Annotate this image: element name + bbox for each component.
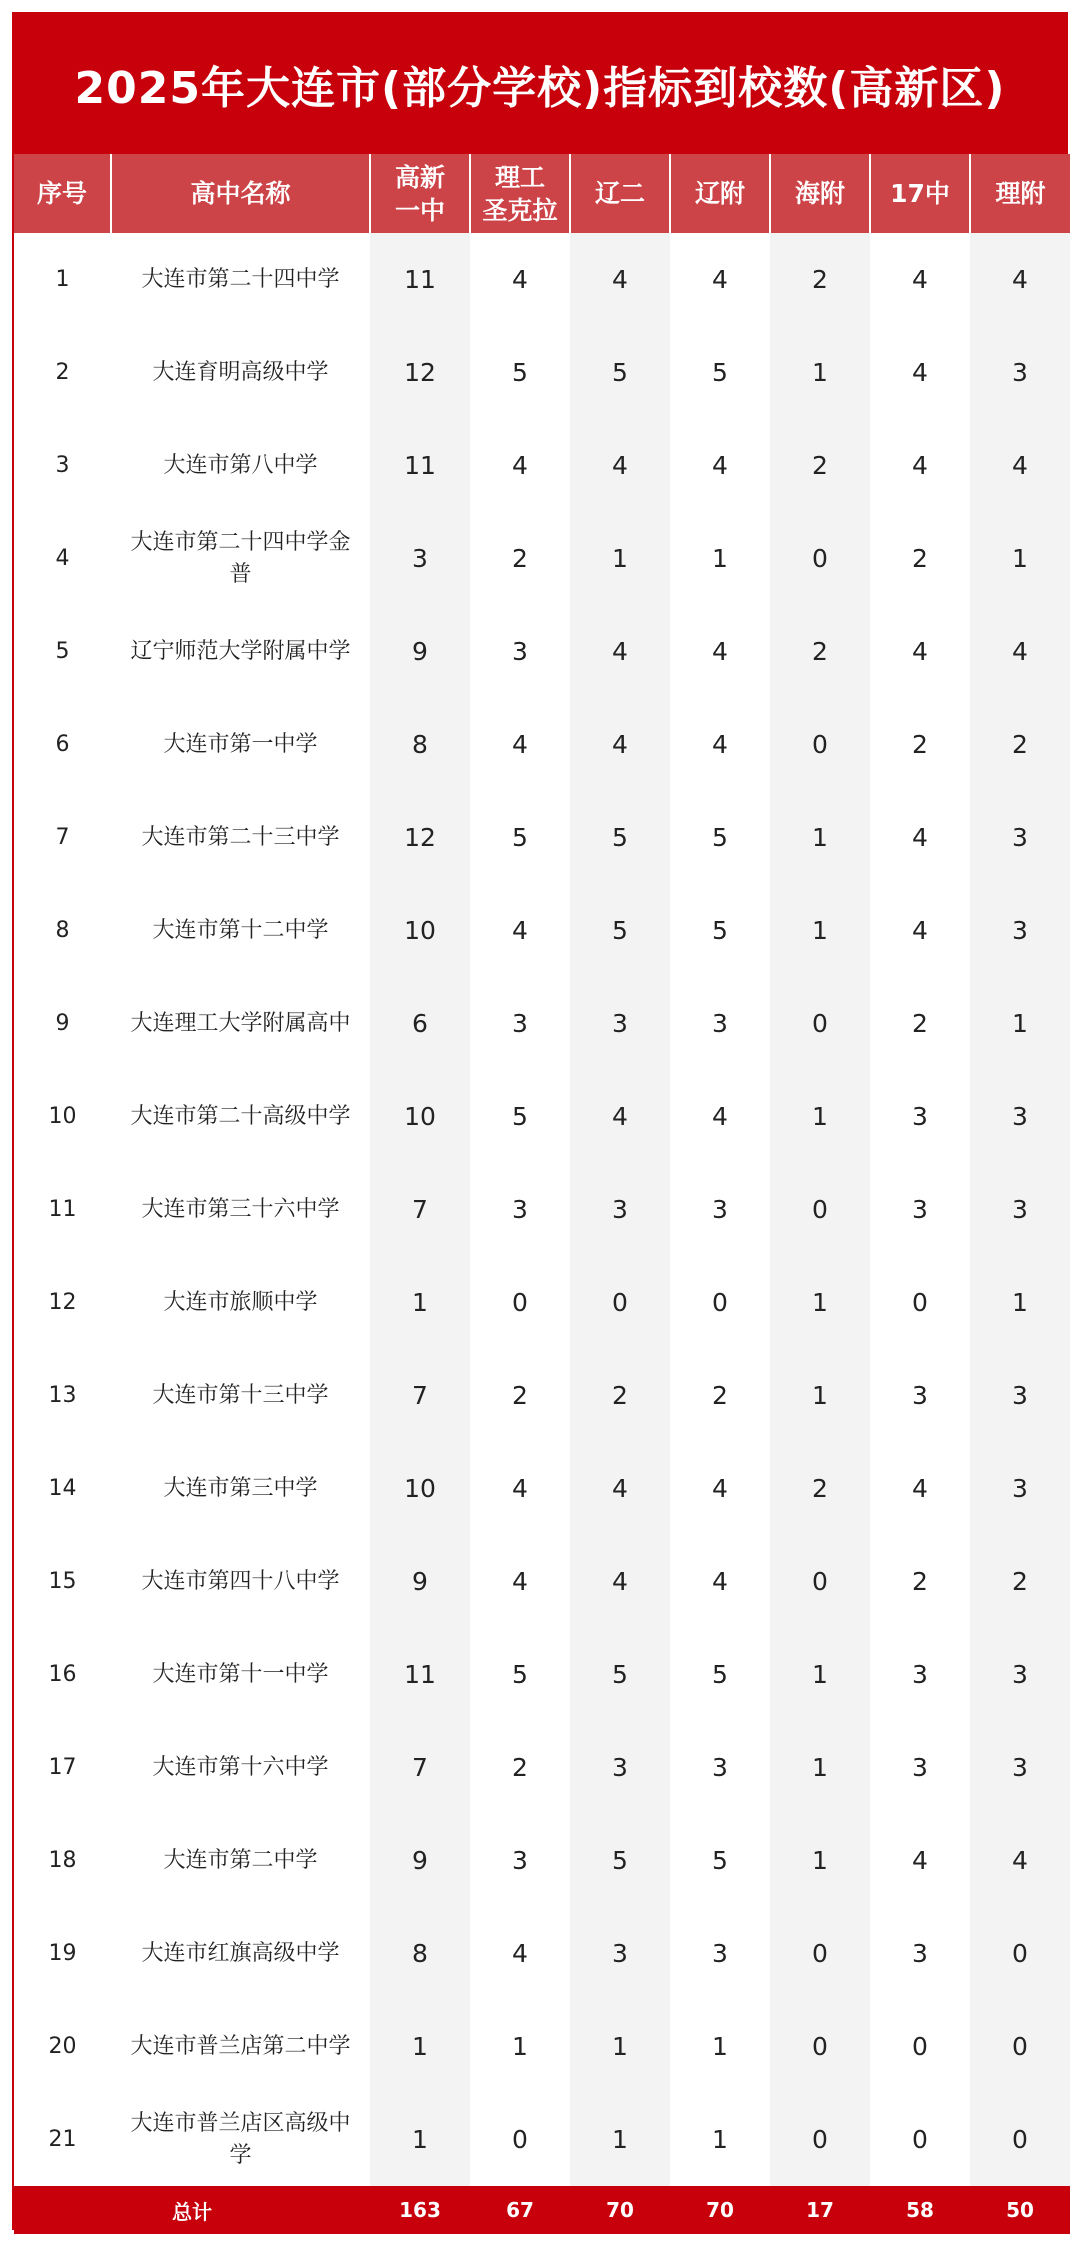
row-index: 6 xyxy=(55,731,70,757)
table-row xyxy=(14,605,1070,698)
quota-value: 3 xyxy=(912,1938,928,1968)
quota-value: 4 xyxy=(712,1473,728,1503)
quota-value: 1 xyxy=(970,1256,1070,1349)
quota-value: 4 xyxy=(912,450,928,480)
header-index: 序号 xyxy=(14,154,111,233)
row-index: 4 xyxy=(55,545,70,571)
quota-value: 4 xyxy=(570,698,670,791)
quota-value: 1 xyxy=(770,1721,870,1814)
quota-value: 2 xyxy=(970,1535,1070,1628)
quota-value: 4 xyxy=(570,419,670,512)
quota-value: 1 xyxy=(770,1628,870,1721)
quota-value: 3 xyxy=(970,1070,1070,1163)
school-name: 大连市第四十八中学 xyxy=(141,1568,340,1594)
quota-value: 4 xyxy=(712,1566,728,1596)
quota-value: 4 xyxy=(912,822,928,852)
school-name: 辽宁师范大学附属中学 xyxy=(130,638,351,664)
school-name: 大连市第三十六中学 xyxy=(141,1196,340,1222)
quota-value: 3 xyxy=(970,326,1070,419)
quota-value: 3 xyxy=(912,1752,928,1782)
row-index: 2 xyxy=(55,359,70,385)
header-liaofu: 辽附 xyxy=(670,154,770,233)
quota-value: 3 xyxy=(970,1721,1070,1814)
quota-value: 4 xyxy=(712,264,728,294)
header-17zhong: 17中 xyxy=(870,154,970,233)
quota-value: 0 xyxy=(712,1287,728,1317)
quota-value: 0 xyxy=(770,512,870,605)
header-gaoxin-yizhong: 高新 一中 xyxy=(370,154,470,233)
quota-value: 0 xyxy=(770,977,870,1070)
quota-value: 2 xyxy=(970,698,1070,791)
quota-value: 1 xyxy=(712,2124,728,2154)
quota-value: 10 xyxy=(370,884,470,977)
quota-value: 3 xyxy=(712,1008,728,1038)
row-index: 19 xyxy=(48,1940,77,1966)
quota-table xyxy=(14,154,1070,2234)
header-liaoer: 辽二 xyxy=(570,154,670,233)
quota-value: 3 xyxy=(370,512,470,605)
quota-value: 1 xyxy=(570,512,670,605)
row-index: 18 xyxy=(48,1847,77,1873)
quota-value: 2 xyxy=(570,1349,670,1442)
row-index: 10 xyxy=(48,1103,77,1129)
quota-value: 8 xyxy=(370,1907,470,2000)
quota-value: 4 xyxy=(512,729,528,759)
quota-value: 8 xyxy=(370,698,470,791)
school-name: 大连理工大学附属高中 xyxy=(130,1010,351,1036)
quota-value: 3 xyxy=(970,1628,1070,1721)
row-index: 16 xyxy=(48,1661,77,1687)
quota-value: 3 xyxy=(570,1163,670,1256)
quota-value: 1 xyxy=(712,543,728,573)
quota-value: 5 xyxy=(712,822,728,852)
quota-value: 0 xyxy=(912,2031,928,2061)
table-row xyxy=(14,233,1070,326)
quota-value: 0 xyxy=(770,1163,870,1256)
quota-value: 0 xyxy=(970,1907,1070,2000)
quota-value: 9 xyxy=(370,1814,470,1907)
table-row xyxy=(14,1163,1070,1256)
quota-value: 4 xyxy=(512,1566,528,1596)
quota-value: 3 xyxy=(912,1380,928,1410)
school-name: 大连市第二中学 xyxy=(163,1847,318,1873)
header-lifu: 理附 xyxy=(970,154,1070,233)
quota-value: 3 xyxy=(512,1008,528,1038)
quota-value: 10 xyxy=(370,1442,470,1535)
row-index: 21 xyxy=(48,2126,77,2152)
quota-value: 5 xyxy=(512,822,528,852)
quota-value: 11 xyxy=(370,233,470,326)
quota-value: 4 xyxy=(712,636,728,666)
quota-value: 4 xyxy=(912,1473,928,1503)
row-index: 20 xyxy=(48,2033,77,2059)
school-name: 大连市第二十四中学金普 xyxy=(130,529,351,587)
total-value: 17 xyxy=(770,2186,870,2234)
quota-value: 9 xyxy=(370,605,470,698)
quota-value: 4 xyxy=(970,419,1070,512)
quota-value: 3 xyxy=(712,1938,728,1968)
quota-value: 1 xyxy=(970,977,1070,1070)
quota-value: 5 xyxy=(512,357,528,387)
quota-value: 5 xyxy=(570,884,670,977)
table-row xyxy=(14,1721,1070,1814)
table-row xyxy=(14,1349,1070,1442)
quota-value: 4 xyxy=(912,636,928,666)
header-school-name: 高中名称 xyxy=(111,154,370,233)
school-name: 大连育明高级中学 xyxy=(152,359,329,385)
table-row xyxy=(14,884,1070,977)
quota-value: 5 xyxy=(570,1628,670,1721)
quota-value: 5 xyxy=(570,791,670,884)
quota-value: 3 xyxy=(970,1349,1070,1442)
table-row xyxy=(14,326,1070,419)
row-index: 12 xyxy=(48,1289,77,1315)
quota-value: 2 xyxy=(912,729,928,759)
quota-value: 2 xyxy=(512,543,528,573)
quota-value: 3 xyxy=(570,1721,670,1814)
school-name: 大连市普兰店第二中学 xyxy=(130,2033,351,2059)
quota-value: 4 xyxy=(570,233,670,326)
school-name: 大连市第十三中学 xyxy=(152,1382,329,1408)
quota-value: 4 xyxy=(712,450,728,480)
quota-value: 1 xyxy=(570,2000,670,2093)
school-name: 大连市第八中学 xyxy=(163,452,318,478)
quota-value: 7 xyxy=(370,1163,470,1256)
quota-value: 9 xyxy=(370,1535,470,1628)
quota-value: 1 xyxy=(770,326,870,419)
quota-value: 11 xyxy=(370,419,470,512)
quota-value: 2 xyxy=(912,543,928,573)
quota-value: 11 xyxy=(370,1628,470,1721)
quota-value: 2 xyxy=(770,605,870,698)
quota-value: 1 xyxy=(512,2031,528,2061)
row-index: 14 xyxy=(48,1475,77,1501)
quota-value: 1 xyxy=(970,512,1070,605)
quota-value: 2 xyxy=(512,1752,528,1782)
school-name: 大连市普兰店区高级中学 xyxy=(130,2110,351,2168)
quota-value: 0 xyxy=(912,2124,928,2154)
quota-value: 3 xyxy=(970,791,1070,884)
quota-value: 5 xyxy=(712,915,728,945)
table-frame xyxy=(12,12,1068,2230)
quota-value: 4 xyxy=(512,264,528,294)
quota-value: 3 xyxy=(512,1194,528,1224)
row-index: 3 xyxy=(55,452,70,478)
quota-value: 3 xyxy=(970,884,1070,977)
header-ligong-shengkela: 理工 圣克拉 xyxy=(470,154,570,233)
quota-value: 0 xyxy=(770,2000,870,2093)
table-row xyxy=(14,1535,1070,1628)
quota-value: 1 xyxy=(370,2000,470,2093)
row-index: 17 xyxy=(48,1754,77,1780)
quota-value: 4 xyxy=(970,605,1070,698)
quota-value: 3 xyxy=(912,1194,928,1224)
quota-value: 3 xyxy=(512,1845,528,1875)
total-label: 总计 xyxy=(14,2186,370,2234)
row-index: 1 xyxy=(55,266,70,292)
quota-value: 0 xyxy=(512,2124,528,2154)
quota-value: 1 xyxy=(370,2093,470,2186)
row-index: 15 xyxy=(48,1568,77,1594)
quota-value: 0 xyxy=(570,1256,670,1349)
row-index: 7 xyxy=(55,824,70,850)
quota-value: 1 xyxy=(770,1070,870,1163)
table-row xyxy=(14,1628,1070,1721)
row-index: 13 xyxy=(48,1382,77,1408)
school-name: 大连市第十一中学 xyxy=(152,1661,329,1687)
quota-value: 4 xyxy=(912,915,928,945)
school-name: 大连市第三中学 xyxy=(163,1475,318,1501)
quota-value: 5 xyxy=(712,1659,728,1689)
quota-value: 2 xyxy=(512,1380,528,1410)
quota-value: 4 xyxy=(912,1845,928,1875)
total-value: 70 xyxy=(670,2186,770,2234)
quota-value: 0 xyxy=(770,2093,870,2186)
table-row xyxy=(14,1070,1070,1163)
quota-value: 0 xyxy=(970,2093,1070,2186)
quota-value: 3 xyxy=(570,1907,670,2000)
school-name: 大连市第一中学 xyxy=(163,731,318,757)
total-row xyxy=(14,2186,1070,2234)
quota-value: 4 xyxy=(570,1070,670,1163)
quota-value: 0 xyxy=(770,1535,870,1628)
quota-value: 4 xyxy=(570,1535,670,1628)
quota-value: 1 xyxy=(770,884,870,977)
quota-value: 1 xyxy=(570,2093,670,2186)
quota-value: 6 xyxy=(370,977,470,1070)
quota-value: 5 xyxy=(512,1659,528,1689)
quota-value: 4 xyxy=(570,605,670,698)
total-value: 58 xyxy=(870,2186,970,2234)
table-row xyxy=(14,1442,1070,1535)
quota-value: 4 xyxy=(512,1473,528,1503)
quota-value: 0 xyxy=(912,1287,928,1317)
table-body xyxy=(14,233,1070,2186)
row-index: 11 xyxy=(48,1196,77,1222)
total-value: 50 xyxy=(970,2186,1070,2234)
quota-value: 4 xyxy=(712,729,728,759)
quota-value: 5 xyxy=(570,1814,670,1907)
quota-value: 4 xyxy=(570,1442,670,1535)
quota-value: 2 xyxy=(770,233,870,326)
quota-value: 10 xyxy=(370,1070,470,1163)
table-row xyxy=(14,1256,1070,1349)
quota-value: 5 xyxy=(512,1101,528,1131)
quota-value: 1 xyxy=(770,791,870,884)
quota-value: 5 xyxy=(712,1845,728,1875)
table-row xyxy=(14,977,1070,1070)
quota-value: 2 xyxy=(712,1380,728,1410)
quota-value: 3 xyxy=(712,1194,728,1224)
header-row xyxy=(14,154,1070,233)
quota-value: 12 xyxy=(370,326,470,419)
quota-value: 0 xyxy=(512,1287,528,1317)
header-haifu: 海附 xyxy=(770,154,870,233)
quota-value: 2 xyxy=(770,419,870,512)
quota-value: 0 xyxy=(770,1907,870,2000)
quota-value: 5 xyxy=(712,357,728,387)
quota-value: 0 xyxy=(970,2000,1070,2093)
quota-value: 2 xyxy=(912,1008,928,1038)
quota-value: 3 xyxy=(512,636,528,666)
school-name: 大连市第十六中学 xyxy=(152,1754,329,1780)
quota-value: 7 xyxy=(370,1721,470,1814)
quota-value: 4 xyxy=(912,264,928,294)
school-name: 大连市第二十三中学 xyxy=(141,824,340,850)
school-name: 大连市旅顺中学 xyxy=(163,1289,318,1315)
quota-value: 1 xyxy=(770,1814,870,1907)
quota-value: 3 xyxy=(712,1752,728,1782)
total-value: 67 xyxy=(470,2186,570,2234)
table-row xyxy=(14,512,1070,605)
table-row xyxy=(14,698,1070,791)
quota-value: 3 xyxy=(970,1442,1070,1535)
quota-value: 7 xyxy=(370,1349,470,1442)
school-name: 大连市第十二中学 xyxy=(152,917,329,943)
quota-value: 0 xyxy=(770,698,870,791)
total-value: 163 xyxy=(370,2186,470,2234)
school-name: 大连市第二十高级中学 xyxy=(130,1103,351,1129)
row-index: 8 xyxy=(55,917,70,943)
quota-value: 1 xyxy=(770,1349,870,1442)
quota-value: 4 xyxy=(512,1938,528,1968)
school-name: 大连市第二十四中学 xyxy=(141,266,340,292)
quota-value: 1 xyxy=(770,1256,870,1349)
table-row xyxy=(14,1814,1070,1907)
quota-value: 3 xyxy=(912,1101,928,1131)
quota-value: 2 xyxy=(912,1566,928,1596)
quota-value: 3 xyxy=(912,1659,928,1689)
quota-value: 2 xyxy=(770,1442,870,1535)
table-row xyxy=(14,419,1070,512)
quota-value: 5 xyxy=(570,326,670,419)
quota-value: 4 xyxy=(970,1814,1070,1907)
quota-value: 12 xyxy=(370,791,470,884)
row-index: 9 xyxy=(55,1010,70,1036)
table-row xyxy=(14,791,1070,884)
quota-value: 4 xyxy=(712,1101,728,1131)
table-row xyxy=(14,2093,1070,2186)
quota-value: 3 xyxy=(970,1163,1070,1256)
quota-value: 4 xyxy=(512,915,528,945)
quota-value: 1 xyxy=(370,1256,470,1349)
page-title: 2025年大连市(部分学校)指标到校数(高新区) xyxy=(14,14,1066,154)
row-index: 5 xyxy=(55,638,70,664)
table-row xyxy=(14,1907,1070,2000)
total-value: 70 xyxy=(570,2186,670,2234)
school-name: 大连市红旗高级中学 xyxy=(141,1940,340,1966)
quota-value: 4 xyxy=(512,450,528,480)
quota-value: 3 xyxy=(570,977,670,1070)
quota-value: 4 xyxy=(970,233,1070,326)
quota-value: 1 xyxy=(712,2031,728,2061)
table-row xyxy=(14,2000,1070,2093)
quota-value: 4 xyxy=(912,357,928,387)
